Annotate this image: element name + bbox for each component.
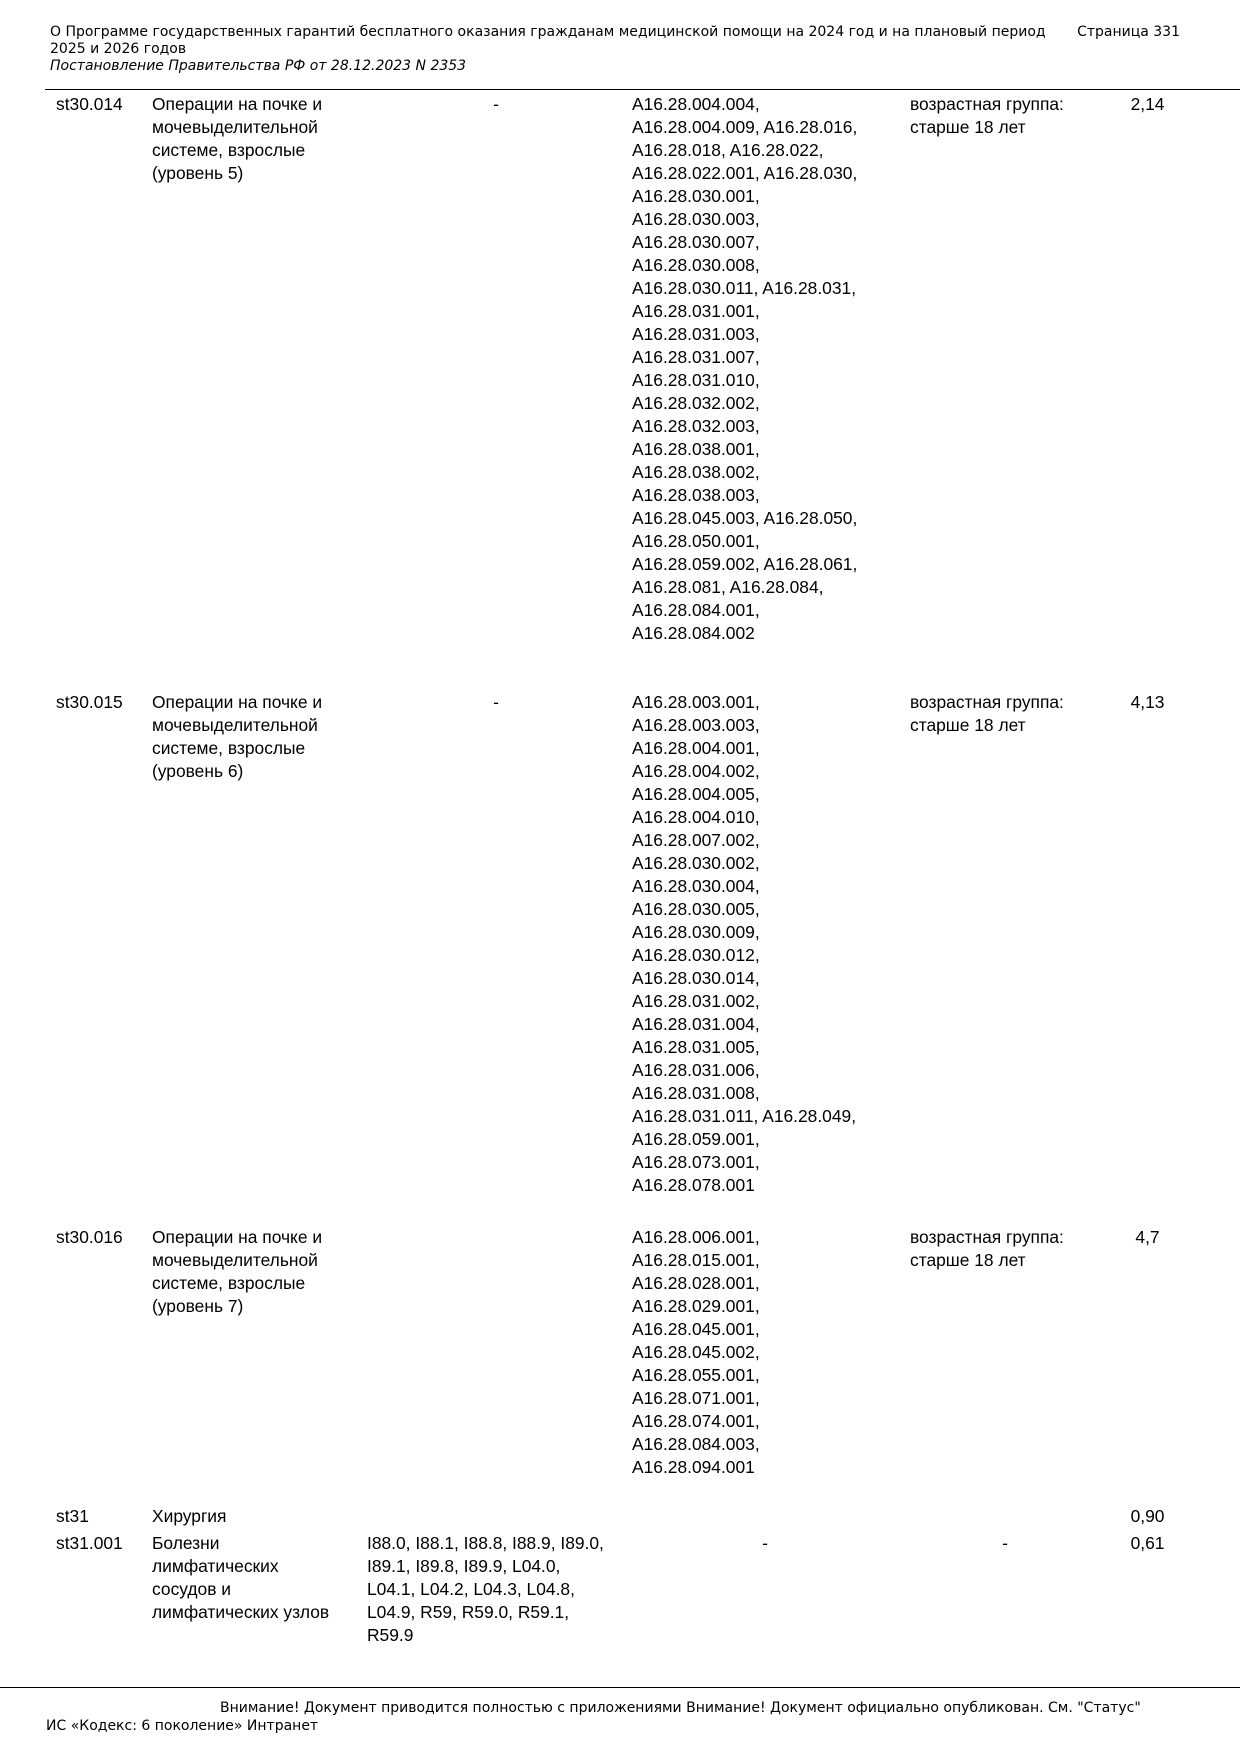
row-other-criteria — [910, 691, 1110, 737]
row-other-criteria — [910, 93, 1110, 139]
document-subtitle: Постановление Правительства РФ от 28.12.2023 N 2353 — [50, 58, 467, 74]
service-code: A16.28.003.001, — [632, 692, 760, 712]
row-other-criteria — [910, 1226, 1110, 1272]
service-code: A16.28.031.002, — [632, 991, 760, 1011]
page-number: Страница 331 — [1077, 24, 1180, 40]
name-line: Хирургия — [152, 1506, 227, 1526]
footer-source: ИС «Кодекс: 6 поколение» Интранет — [46, 1718, 319, 1734]
service-code: A16.28.003.003, — [632, 715, 760, 735]
row-coefficient: 2,14 — [1130, 94, 1165, 114]
row-services — [632, 691, 892, 1197]
service-code: A16.28.045.003, A16.28.050, — [632, 508, 858, 528]
service-code: A16.28.031.011, A16.28.049, — [632, 1106, 857, 1126]
service-code: A16.28.031.005, — [632, 1037, 760, 1057]
service-code: A16.28.030.001, — [632, 186, 760, 206]
service-code: A16.28.059.002, A16.28.061, — [632, 554, 858, 574]
diagnosis-codes: R59.9 — [367, 1625, 414, 1645]
service-code: A16.28.038.002, — [632, 462, 760, 482]
row-diagnoses — [367, 1532, 627, 1647]
service-code: A16.28.030.007, — [632, 232, 760, 252]
service-code: A16.28.078.001 — [632, 1175, 755, 1195]
name-line: мочевыделительной — [152, 117, 318, 137]
document-title: О Программе государственных гарантий бесплатного оказания гражданам медицинской помощи на 2024 год и на плановый период 2025 и 2026 годов — [50, 24, 1046, 57]
service-code: A16.28.038.001, — [632, 439, 760, 459]
row-name — [152, 1226, 350, 1318]
name-line: (уровень 5) — [152, 163, 244, 183]
name-line: мочевыделительной — [152, 1250, 318, 1270]
service-code: A16.28.074.001, — [632, 1411, 760, 1431]
criteria-line: возрастная группа: — [910, 692, 1064, 712]
service-code: A16.28.030.011, A16.28.031, — [632, 278, 857, 298]
service-code: A16.28.030.014, — [632, 968, 760, 988]
row-name — [152, 1505, 350, 1528]
name-line: сосудов и — [152, 1579, 231, 1599]
row-code: st30.015 — [56, 692, 123, 712]
criteria-line: старше 18 лет — [910, 715, 1026, 735]
service-code: A16.28.031.008, — [632, 1083, 760, 1103]
service-code: A16.28.055.001, — [632, 1365, 760, 1385]
service-code: A16.28.030.004, — [632, 876, 760, 896]
service-code: A16.28.018, A16.28.022, — [632, 140, 824, 160]
name-line: лимфатических — [152, 1556, 279, 1576]
row-coefficient: 4,7 — [1135, 1227, 1160, 1247]
row-code: st30.016 — [56, 1227, 123, 1247]
service-code: A16.28.031.003, — [632, 324, 760, 344]
name-line: Операции на почке и — [152, 94, 323, 114]
service-code: A16.28.015.001, — [632, 1250, 760, 1270]
service-code: A16.28.050.001, — [632, 531, 760, 551]
service-code: A16.28.038.003, — [632, 485, 760, 505]
service-code: A16.28.004.001, — [632, 738, 760, 758]
name-line: мочевыделительной — [152, 715, 318, 735]
row-name — [152, 691, 350, 783]
service-code: A16.28.004.005, — [632, 784, 760, 804]
service-code: A16.28.031.001, — [632, 301, 760, 321]
row-other-criteria: - — [1002, 1533, 1008, 1553]
row-name — [152, 93, 350, 185]
diagnosis-codes: I88.0, I88.1, I88.8, I88.9, I89.0, — [367, 1533, 604, 1553]
diagnosis-codes: L04.9, R59, R59.0, R59.1, — [367, 1602, 570, 1622]
service-code: A16.28.030.003, — [632, 209, 760, 229]
service-code: A16.28.031.007, — [632, 347, 760, 367]
name-line: Операции на почке и — [152, 692, 323, 712]
service-code: A16.28.081, A16.28.084, — [632, 577, 824, 597]
name-line: системе, взрослые — [152, 140, 306, 160]
service-code: A16.28.028.001, — [632, 1273, 760, 1293]
diagnosis-codes: I89.1, I89.8, I89.9, L04.0, — [367, 1556, 561, 1576]
service-code: A16.28.006.001, — [632, 1227, 760, 1247]
service-code: A16.28.094.001 — [632, 1457, 755, 1477]
service-code: A16.28.084.001, — [632, 600, 760, 620]
criteria-line: возрастная группа: — [910, 1227, 1064, 1247]
criteria-line: возрастная группа: — [910, 94, 1064, 114]
row-services — [632, 93, 892, 645]
service-code: A16.28.031.006, — [632, 1060, 760, 1080]
service-code: A16.28.022.001, A16.28.030, — [632, 163, 858, 183]
service-code: A16.28.031.010, — [632, 370, 760, 390]
service-code: A16.28.030.012, — [632, 945, 760, 965]
service-code: A16.28.031.004, — [632, 1014, 760, 1034]
row-code: st31.001 — [56, 1533, 123, 1553]
service-code: A16.28.073.001, — [632, 1152, 760, 1172]
service-code: A16.28.030.009, — [632, 922, 760, 942]
service-code: A16.28.004.004, — [632, 94, 760, 114]
service-code: A16.28.007.002, — [632, 830, 760, 850]
name-line: (уровень 7) — [152, 1296, 244, 1316]
service-code: A16.28.030.005, — [632, 899, 760, 919]
row-code: st31 — [56, 1506, 89, 1526]
row-services — [632, 1226, 892, 1479]
service-code: A16.28.045.002, — [632, 1342, 760, 1362]
row-services: - — [762, 1533, 768, 1553]
service-code: A16.28.071.001, — [632, 1388, 760, 1408]
service-code: A16.28.059.001, — [632, 1129, 760, 1149]
row-coefficient: 4,13 — [1130, 692, 1165, 712]
service-code: A16.28.032.002, — [632, 393, 760, 413]
service-code: A16.28.004.009, A16.28.016, — [632, 117, 858, 137]
row-coefficient: 0,61 — [1130, 1533, 1165, 1553]
service-code: A16.28.084.002 — [632, 623, 755, 643]
criteria-line: старше 18 лет — [910, 117, 1026, 137]
service-code: A16.28.032.003, — [632, 416, 760, 436]
header-divider — [45, 89, 1240, 90]
service-code: A16.28.004.010, — [632, 807, 760, 827]
service-code: A16.28.029.001, — [632, 1296, 760, 1316]
name-line: системе, взрослые — [152, 1273, 306, 1293]
footer-divider — [0, 1687, 1240, 1688]
service-code: A16.28.004.002, — [632, 761, 760, 781]
name-line: (уровень 6) — [152, 761, 244, 781]
service-code: A16.28.084.003, — [632, 1434, 760, 1454]
service-code: A16.28.030.008, — [632, 255, 760, 275]
name-line: лимфатических узлов — [152, 1602, 330, 1622]
name-line: системе, взрослые — [152, 738, 306, 758]
row-name — [152, 1532, 350, 1624]
name-line: Болезни — [152, 1533, 220, 1553]
page-header — [50, 24, 1180, 75]
criteria-line: старше 18 лет — [910, 1250, 1026, 1270]
row-code: st30.014 — [56, 94, 123, 114]
row-coefficient: 0,90 — [1130, 1506, 1165, 1526]
service-code: A16.28.030.002, — [632, 853, 760, 873]
service-code: A16.28.045.001, — [632, 1319, 760, 1339]
row-diagnoses: - — [493, 94, 499, 114]
footer-notice: Внимание! Документ приводится полностью с приложениями Внимание! Документ официально опубликован. См. "Статус" — [220, 1700, 1141, 1716]
name-line: Операции на почке и — [152, 1227, 323, 1247]
row-diagnoses: - — [493, 692, 499, 712]
diagnosis-codes: L04.1, L04.2, L04.3, L04.8, — [367, 1579, 575, 1599]
